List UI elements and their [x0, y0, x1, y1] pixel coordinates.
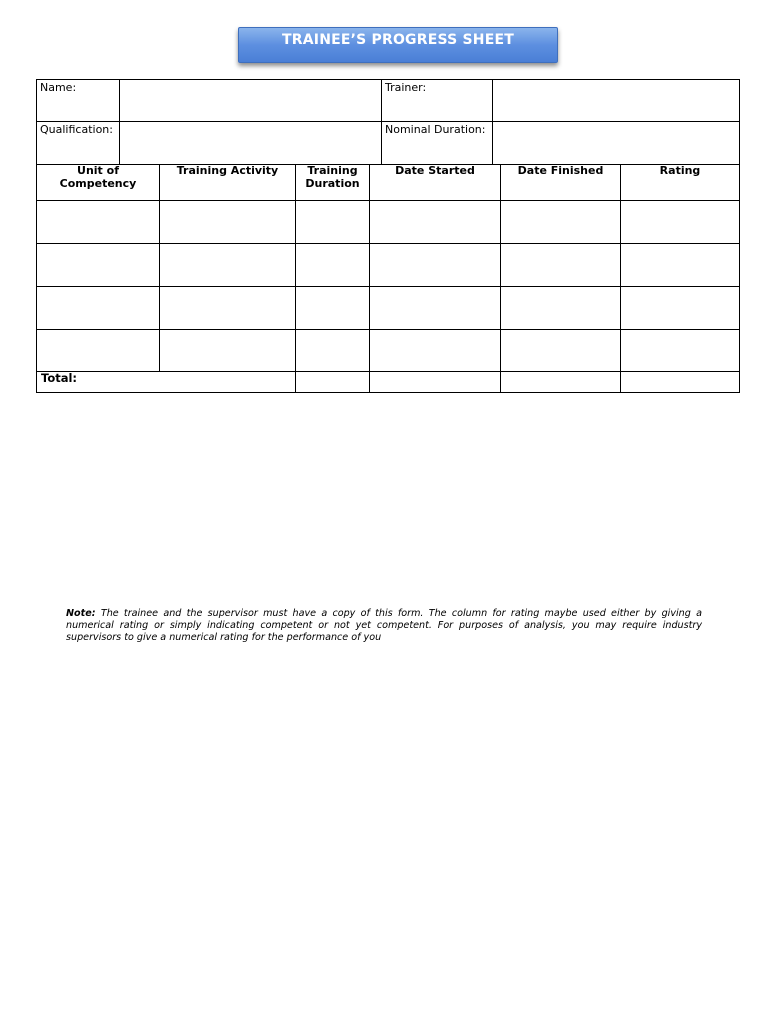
date-finished-cell[interactable]: [501, 286, 621, 329]
activity-cell[interactable]: [160, 243, 296, 286]
note-text: The trainee and the supervisor must have a copy of this form. The column for rating maybe used either by giving a numerical rating or simply indicating competent or not yet competent. For purposes of analysis, you may require industry supervisors to give a numerical rating for the performance of you: [66, 608, 702, 643]
activity-cell[interactable]: [160, 329, 296, 371]
trainee-info-table: [36, 79, 740, 165]
progress-table: [36, 164, 740, 393]
table-row: [37, 286, 740, 329]
duration-cell[interactable]: [296, 243, 370, 286]
rating-cell[interactable]: [621, 286, 740, 329]
unit-cell[interactable]: [37, 243, 160, 286]
page-title-banner: TRAINEE’S PROGRESS SHEET: [238, 27, 558, 63]
date-finished-cell[interactable]: [501, 329, 621, 371]
date-finished-cell[interactable]: [501, 200, 621, 243]
trainer-label: Trainer:: [382, 80, 493, 122]
header-date-finished: Date Finished: [501, 164, 621, 200]
table-row: [37, 243, 740, 286]
rating-cell[interactable]: [621, 200, 740, 243]
nominal-duration-label: Nominal Duration:: [382, 122, 493, 165]
date-started-cell[interactable]: [370, 200, 501, 243]
trainer-field[interactable]: [493, 80, 740, 122]
qualification-label: Qualification:: [37, 122, 120, 165]
header-rating: Rating: [621, 164, 740, 200]
note-label: Note:: [66, 608, 96, 619]
duration-cell[interactable]: [296, 329, 370, 371]
activity-cell[interactable]: [160, 286, 296, 329]
date-finished-cell[interactable]: [501, 243, 621, 286]
header-unit-of-competency: Unit of Competency: [37, 164, 160, 200]
total-duration-cell[interactable]: [296, 371, 370, 392]
qualification-field[interactable]: [120, 122, 382, 165]
unit-cell[interactable]: [37, 200, 160, 243]
header-training-duration: Training Duration: [296, 164, 370, 200]
nominal-duration-field[interactable]: [493, 122, 740, 165]
table-row: [37, 200, 740, 243]
table-row: [37, 329, 740, 371]
total-date-started-cell[interactable]: [370, 371, 501, 392]
header-training-activity: Training Activity: [160, 164, 296, 200]
total-label: Total:: [37, 371, 296, 392]
date-started-cell[interactable]: [370, 243, 501, 286]
note-paragraph: [66, 608, 702, 644]
total-rating-cell[interactable]: [621, 371, 740, 392]
duration-cell[interactable]: [296, 286, 370, 329]
rating-cell[interactable]: [621, 329, 740, 371]
duration-cell[interactable]: [296, 200, 370, 243]
activity-cell[interactable]: [160, 200, 296, 243]
rating-cell[interactable]: [621, 243, 740, 286]
date-started-cell[interactable]: [370, 329, 501, 371]
name-label: Name:: [37, 80, 120, 122]
name-field[interactable]: [120, 80, 382, 122]
unit-cell[interactable]: [37, 329, 160, 371]
total-row: [37, 371, 740, 392]
unit-cell[interactable]: [37, 286, 160, 329]
total-date-finished-cell[interactable]: [501, 371, 621, 392]
date-started-cell[interactable]: [370, 286, 501, 329]
header-date-started: Date Started: [370, 164, 501, 200]
